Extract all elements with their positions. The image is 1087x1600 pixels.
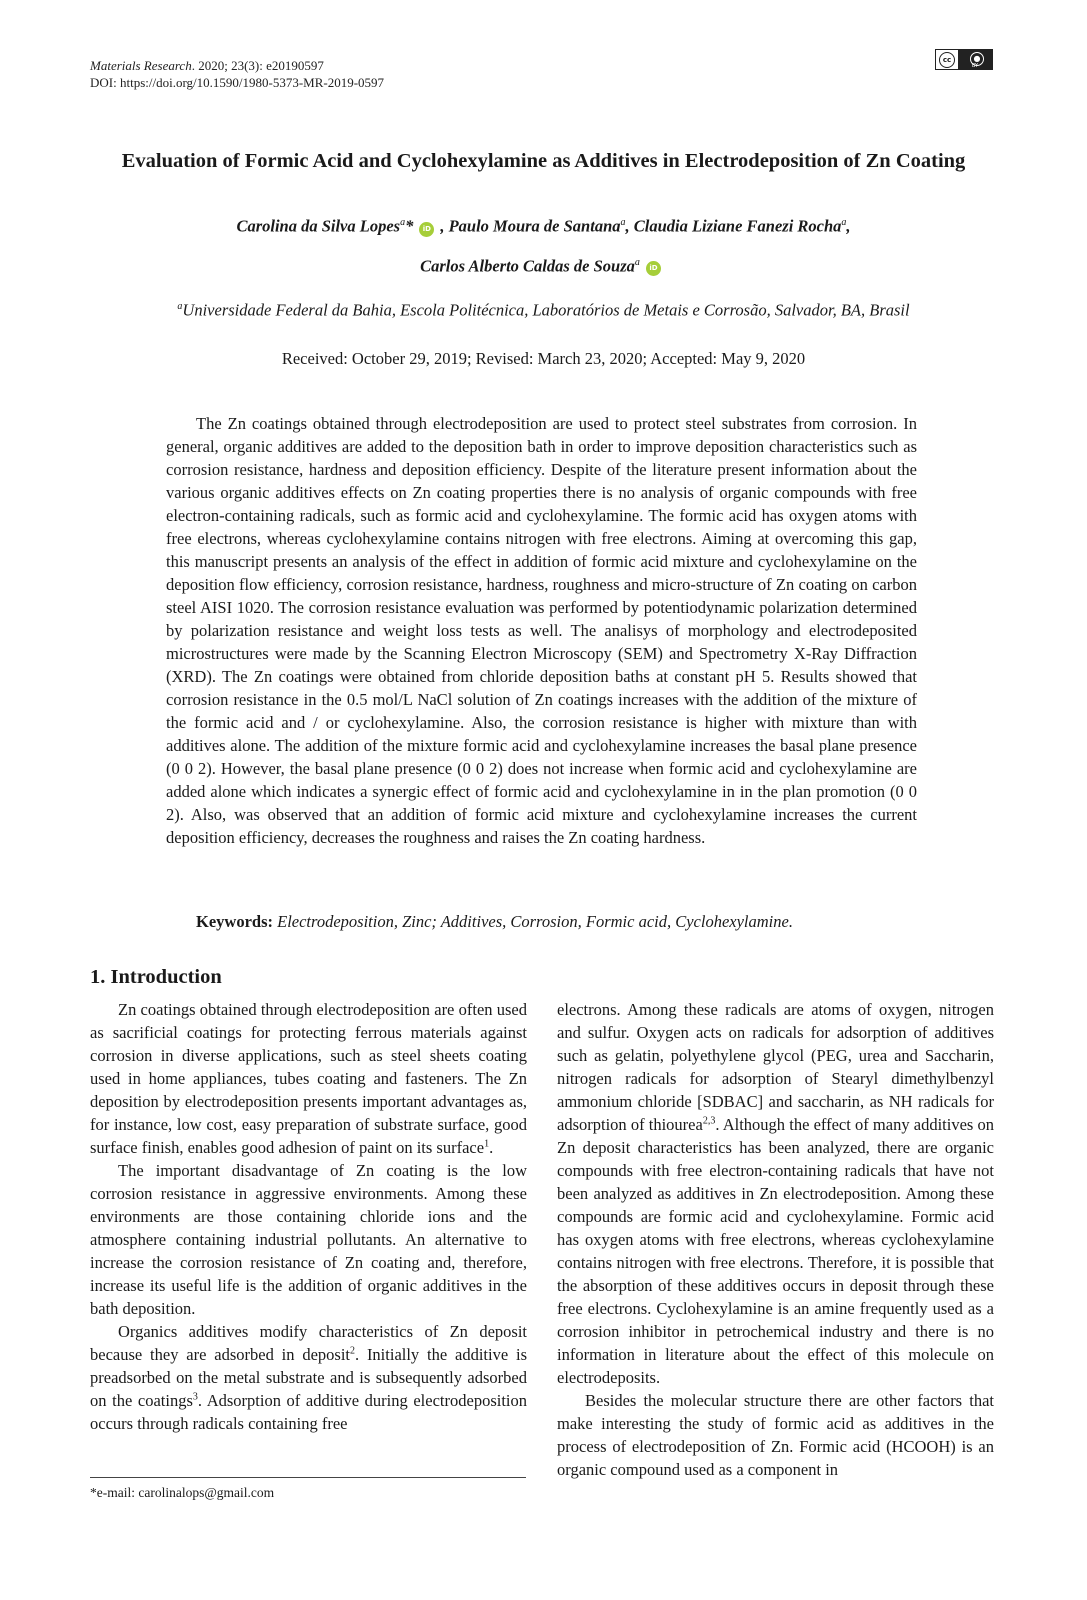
paper-title: Evaluation of Formic Acid and Cyclohexylamine as Additives in Electrodeposition of Zn Coating	[121, 150, 966, 172]
citation-details: . 2020; 23(3): e20190597	[191, 58, 324, 73]
paragraph-text: . Adsorption of additive during electrodeposition occurs through radicals containing free	[90, 1391, 527, 1433]
author-name: Claudia Liziane Fanezi Rocha	[633, 216, 842, 236]
paragraph-text: Organics additives modify characteristics of Zn deposit because they are adsorbed in deposit	[90, 1322, 527, 1364]
author-name: Paulo Moura de Santana	[448, 216, 621, 236]
affiliation-marker: a	[841, 217, 847, 228]
citation-ref[interactable]: 1	[484, 1138, 490, 1150]
affiliation-marker: a	[620, 217, 626, 228]
by-label: BY	[971, 63, 979, 69]
affiliation-marker: a	[634, 256, 640, 268]
author-line-1: Carolina da Silva Lopes$^a$* iD , Paulo Moura de Santana$^a$, Claudia Liziane Fanezi Rocha$^a$,	[236, 216, 851, 236]
author-name: Carlos Alberto Caldas de Souza	[420, 256, 635, 275]
citation-line	[90, 57, 384, 74]
paragraph	[557, 998, 994, 1389]
creative-commons-by-icon[interactable]	[935, 49, 993, 70]
paragraph-end: .	[489, 1138, 494, 1157]
submission-dates: Received: October 29, 2019; Revised: March 23, 2020; Accepted: May 9, 2020	[281, 349, 806, 368]
paragraph-text: Zn coatings obtained through electrodeposition are often used as sacrificial coatings for protecting ferrous materials against corrosion in diverse applications, such as steel sheets coating used in home appliances, tubes coating and fasteners. The Zn deposition by electrodeposition presents important advantages as, for instance, low cost, easy preparation of substrate surface, good surface finish, enables good adhesion of paint on its surface	[90, 1000, 527, 1157]
paragraph	[90, 998, 527, 1159]
section-heading: 1. Introduction	[90, 966, 222, 988]
by-panel	[958, 50, 992, 69]
keywords-list: Electrodeposition, Zinc; Additives, Corrosion, Formic acid, Cyclohexylamine.	[277, 912, 793, 931]
paragraph-text: electrons. Among these radicals are atoms of oxygen, nitrogen and sulfur. Oxygen acts on radicals for adsorption of additives such as gelatin, polyethylene glycol (PEG, urea and Saccharin, nitrogen radicals for adsorption of Stearyl dimethylbenzyl ammonium chloride [SDBAC] and saccharin, as NH radicals for adsorption of thiourea	[557, 1000, 994, 1134]
citation-ref[interactable]: 2	[349, 1345, 355, 1357]
author-line-2	[60, 245, 1027, 285]
paragraph-text: . Initially the additive is preadsorbed on the metal substrate and is subsequently adsorbed on the coatings	[90, 1345, 527, 1410]
cc-icon: cc	[939, 52, 955, 68]
abstract: The Zn coatings obtained through electrodeposition are used to protect steel substrates from corrosion. In general, organic additives are added to the deposition bath in order to improve deposition characteristics such as corrosion resistance, hardness and deposition efficiency. Despite of the literature present information about the various organic additives effects on Zn coating properties there is no analysis of organic compounds with free electron-containing radicals, such as formic acid and cyclohexylamine. The formic acid has oxygen atoms with free electrons, whereas cyclohexylamine contains nitrogen with free electrons. Aiming at overcoming this gap, this manuscript presents an analysis of the effect in addition of formic acid mixture and cyclohexylamine on the deposition flow efficiency, corrosion resistance, hardness, roughness and micro-structure of Zn coating on carbon steel AISI 1020. The corrosion resistance evaluation was performed by potentiodynamic polarization determined by polarization resistance and weight loss tests as well. The analisys of morphology and electrodeposited microstructures were made by the Scanning Electron Microscopy (SEM) and Spectrometry X-Ray Diffraction (XRD). The Zn coatings were obtained from chloride deposition baths at constant pH 5. Results showed that corrosion resistance in the 0.5 mol/L NaCl solution of Zn coatings increases with the addition of the mixture of the formic acid and / or cyclohexylamine. Also, the corrosion resistance is higher with mixture than with additives alone. The addition of the mixture formic acid and cyclohexylamine increases the basal plane presence (0 0 2). However, the basal plane presence (0 0 2) does not increase when formic acid and cyclohexylamine are added alone which indicates a synergic effect of formic acid and cyclohexylamine in in the plan promotion (0 0 2). Also, was observed that an addition of formic acid mixture and cyclohexylamine increases the current deposition efficiency, decreases the roughness and raises the Zn coating hardness.	[166, 414, 917, 847]
paragraph	[90, 1320, 527, 1435]
citation-header	[90, 57, 384, 91]
paragraph: The important disadvantage of Zn coating is the low corrosion resistance in aggressive environments. Among these environments are those containing chloride ions and the atmosphere containing industrial pollutants. An alternative to increase the corrosion resistance of Zn coating and, therefore, increase its useful life is the addition of organic additives in the bath deposition.	[90, 1161, 527, 1318]
paragraph-text: . Although the effect of many additives on Zn deposit characteristics has been analyzed, there are organic compounds with free electron-containing radicals that have not been analyzed as additives in Zn electrodeposition. Among these compounds are formic acid and cyclohexylamine. Formic acid has oxygen atoms with free electrons, whereas cyclohexylamine contains nitrogen with free electrons. Therefore, it is possible that the absorption of these additives occurs in deposit through these free electrons. Cyclohexylamine is an amine frequently used as a corrosion inhibitor in petrochemical industry and there is no information in literature about the effect of this molecule on electrodeposits.	[557, 1115, 994, 1387]
corresponding-marker: *	[405, 216, 414, 236]
footnote-divider	[90, 1477, 526, 1478]
citation-ref[interactable]: 3	[192, 1391, 198, 1403]
footnote-email[interactable]: *e-mail: carolinalops@gmail.com	[90, 1485, 275, 1500]
affiliation-marker: a	[177, 301, 183, 312]
affiliation	[60, 296, 1027, 322]
keywords-label: Keywords:	[196, 912, 273, 931]
orcid-icon[interactable]: iD	[646, 261, 661, 276]
author-name: Carolina da Silva Lopes	[236, 216, 401, 236]
citation-ref[interactable]: 2,3	[702, 1115, 716, 1127]
journal-name: Materials Research	[90, 58, 192, 73]
keywords	[196, 911, 793, 933]
left-column	[90, 998, 527, 1435]
paragraph: Besides the molecular structure there are other factors that make interesting the study of formic acid as additives in the process of electrodeposition of Zn. Formic acid (HCOOH) is an organic compound used as a component in	[557, 1391, 994, 1479]
affiliation-marker: a	[400, 217, 406, 228]
doi-link[interactable]: DOI: https://doi.org/10.1590/1980-5373-MR-2019-0597	[90, 75, 385, 90]
author-list	[60, 205, 1027, 284]
right-column	[557, 998, 994, 1481]
affiliation-text: Universidade Federal da Bahia, Escola Politécnica, Laboratórios de Metais e Corrosão, Salvador, BA, Brasil	[182, 300, 910, 320]
orcid-icon[interactable]: iD	[419, 222, 434, 237]
attribution-icon: ●	[970, 52, 984, 66]
